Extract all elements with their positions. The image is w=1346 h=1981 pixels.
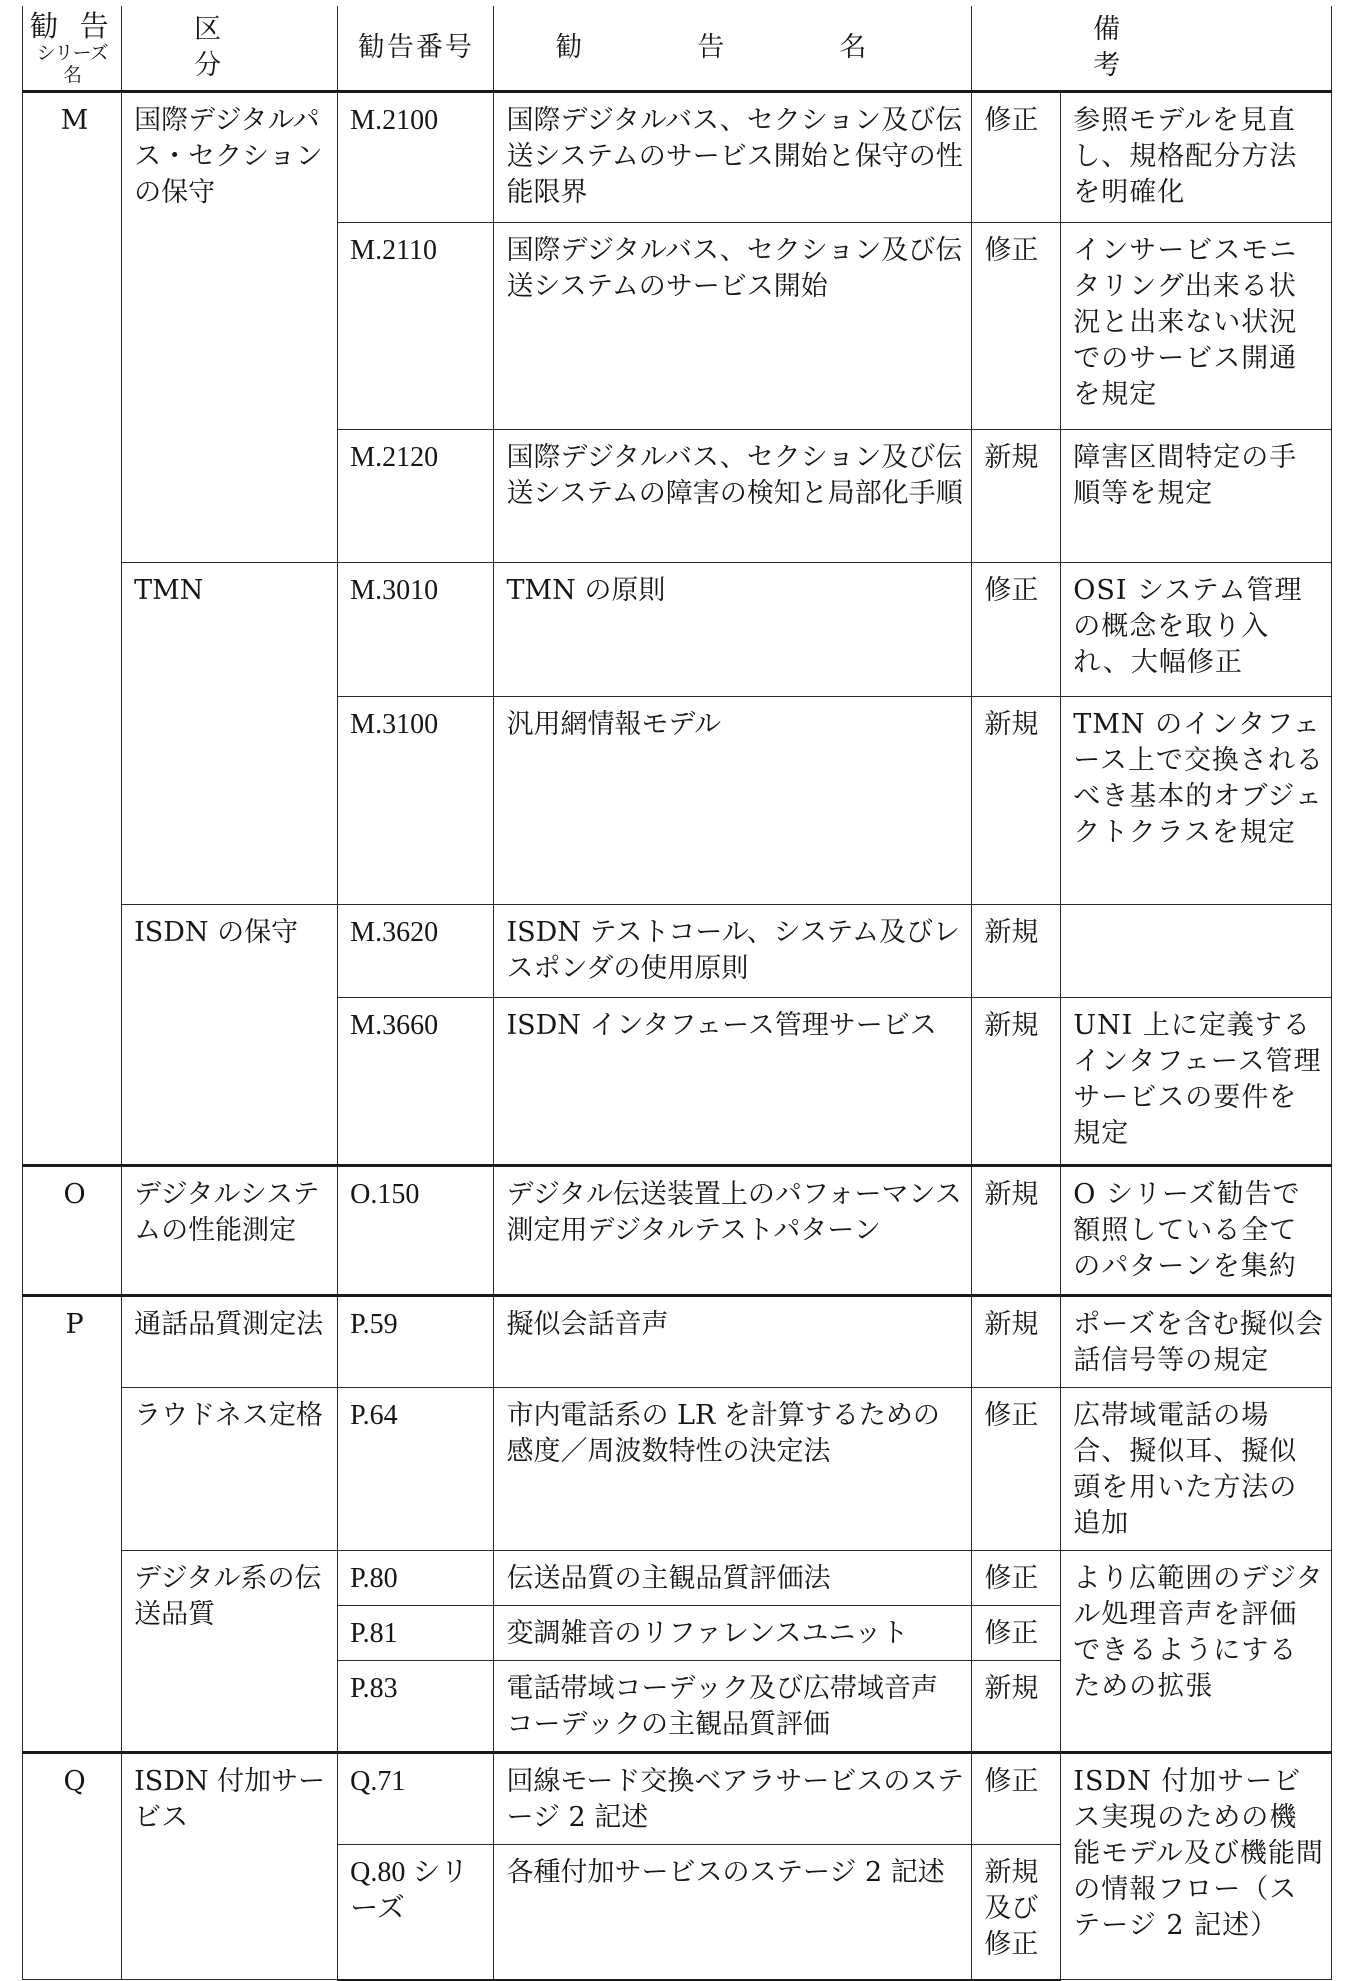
kubun-cell: デジタル系の伝送品質 (122, 1551, 338, 1753)
kind-cell: 新規 (972, 1166, 1061, 1296)
number-cell: P.59 (338, 1296, 494, 1388)
table-row (23, 1166, 1332, 1296)
series-cell: P (23, 1296, 122, 1753)
name-cell: 伝送品質の主観品質評価法 (494, 1551, 972, 1606)
number-cell: M.3010 (338, 563, 494, 697)
number-cell: M.2120 (338, 430, 494, 563)
name-cell: 電話帯域コーデック及び広帯域音声コーデックの主観品質評価 (494, 1661, 972, 1753)
kind-cell: 新規 (972, 1296, 1061, 1388)
kind-cell: 修正 (972, 1606, 1061, 1661)
header-kubun: 区 分 (122, 6, 338, 92)
note-cell: OSI システム管理の概念を取り入れ、大幅修正 (1061, 563, 1332, 697)
name-cell: 市内電話系の LR を計算するための感度／周波数特性の決定法 (494, 1388, 972, 1551)
number-cell: Q.80 シリーズ (338, 1845, 494, 1980)
header-series-top: 勧 告 (29, 9, 115, 43)
kubun-cell: ISDN の保守 (122, 905, 338, 1166)
kind-cell: 修正 (972, 223, 1061, 430)
kind-cell: 修正 (972, 1551, 1061, 1606)
name-cell: 国際デジタルバス、セクション及び伝送システムの障害の検知と局部化手順 (494, 430, 972, 563)
number-cell: P.83 (338, 1661, 494, 1753)
name-cell: 各種付加サービスのステージ 2 記述 (494, 1845, 972, 1980)
note-cell: ISDN 付加サービス実現のための機能モデル及び機能間の情報フロー（ステージ 2 記述） (1061, 1753, 1332, 1980)
table-row (23, 1388, 1332, 1551)
kind-cell: 修正 (972, 92, 1061, 223)
number-cell: O.150 (338, 1166, 494, 1296)
kubun-cell: ISDN 付加サービス (122, 1753, 338, 1980)
kubun-cell: 国際デジタルパス・セクションの保守 (122, 92, 338, 563)
note-cell: TMN のインタフェース上で交換されるべき基本的オブジェクトクラスを規定 (1061, 697, 1332, 905)
table-row (23, 1753, 1332, 1845)
note-cell: 障害区間特定の手順等を規定 (1061, 430, 1332, 563)
note-cell: インサービスモニタリング出来る状況と出来ない状況でのサービス開通を規定 (1061, 223, 1332, 430)
recommendation-table (22, 6, 1332, 1981)
series-cell: M (23, 92, 122, 1166)
number-cell: M.2110 (338, 223, 494, 430)
kind-cell: 新規 (972, 697, 1061, 905)
kind-cell: 修正 (972, 1388, 1061, 1551)
table-row (23, 92, 1332, 223)
series-cell: O (23, 1166, 122, 1296)
note-cell: UNI 上に定義するインタフェース管理サービスの要件を規定 (1061, 998, 1332, 1166)
table-row (23, 905, 1332, 998)
kind-cell: 新規 (972, 1661, 1061, 1753)
kubun-cell: 通話品質測定法 (122, 1296, 338, 1388)
kind-cell: 新規 (972, 998, 1061, 1166)
number-cell: P.81 (338, 1606, 494, 1661)
kind-cell: 修正 (972, 1753, 1061, 1845)
number-cell: M.3660 (338, 998, 494, 1166)
name-cell: 擬似会話音声 (494, 1296, 972, 1388)
table-row (23, 1551, 1332, 1606)
header-series (23, 6, 122, 92)
number-cell: Q.71 (338, 1753, 494, 1845)
note-cell: 広帯域電話の場合、擬似耳、擬似頭を用いた方法の追加 (1061, 1388, 1332, 1551)
header-name: 勧 告 名 (494, 6, 972, 92)
kind-cell: 新規及び修正 (972, 1845, 1061, 1980)
kubun-cell: ラウドネス定格 (122, 1388, 338, 1551)
name-cell: ISDN テストコール、システム及びレスポンダの使用原則 (494, 905, 972, 998)
name-cell: 国際デジタルバス、セクション及び伝送システムのサービス開始と保守の性能限界 (494, 92, 972, 223)
number-cell: M.3100 (338, 697, 494, 905)
note-cell: ポーズを含む擬似会話信号等の規定 (1061, 1296, 1332, 1388)
kind-cell: 新規 (972, 430, 1061, 563)
name-cell: 汎用網情報モデル (494, 697, 972, 905)
header-remarks: 備 考 (972, 6, 1332, 92)
note-cell: より広範囲のデジタル処理音声を評価できるようにするための拡張 (1061, 1551, 1332, 1753)
kind-cell: 新規 (972, 905, 1061, 998)
series-cell: Q (23, 1753, 122, 1980)
name-cell: 回線モード交換ベアラサービスのステージ 2 記述 (494, 1753, 972, 1845)
number-cell: P.80 (338, 1551, 494, 1606)
note-cell: 参照モデルを見直し、規格配分方法を明確化 (1061, 92, 1332, 223)
number-cell: P.64 (338, 1388, 494, 1551)
header-series-sub: シリーズ名 (36, 42, 108, 86)
name-cell: 変調雑音のリファレンスユニット (494, 1606, 972, 1661)
kubun-cell: TMN (122, 563, 338, 905)
name-cell: 国際デジタルバス、セクション及び伝送システムのサービス開始 (494, 223, 972, 430)
kubun-cell: デジタルシステムの性能測定 (122, 1166, 338, 1296)
name-cell: TMN の原則 (494, 563, 972, 697)
kind-cell: 修正 (972, 563, 1061, 697)
name-cell: ISDN インタフェース管理サービス (494, 998, 972, 1166)
note-cell: O シリーズ勧告で額照している全てのパターンを集約 (1061, 1166, 1332, 1296)
header-row (23, 6, 1332, 92)
header-number: 勧告番号 (338, 6, 494, 92)
name-cell: デジタル伝送装置上のパフォーマンス測定用デジタルテストパターン (494, 1166, 972, 1296)
number-cell: M.2100 (338, 92, 494, 223)
note-cell (1061, 905, 1332, 998)
table-row (23, 563, 1332, 697)
table-row (23, 1296, 1332, 1388)
number-cell: M.3620 (338, 905, 494, 998)
